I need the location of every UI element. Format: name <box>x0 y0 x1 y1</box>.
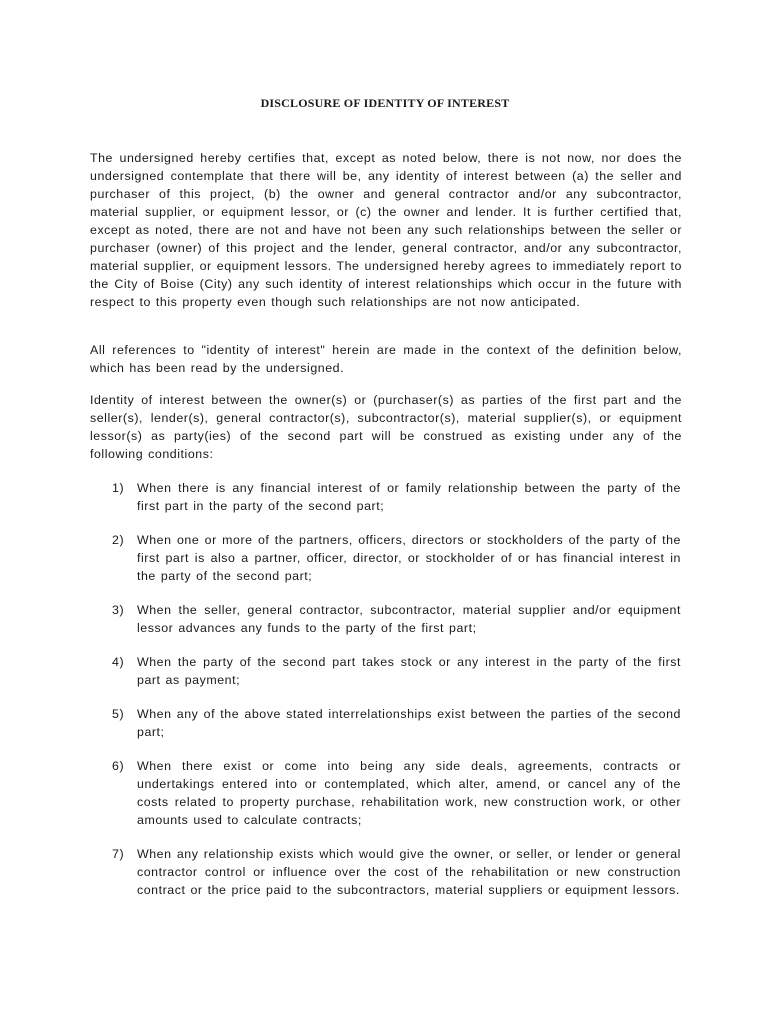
condition-text: When any relationship exists which would give the owner, or seller, or lender or general contractor control or influence over the cost of the rehabilitation or new construction contract or the price paid to the subcontractors, material suppliers or equipment lessors. <box>137 847 681 897</box>
condition-number: 1) <box>112 481 125 495</box>
certification-paragraph: The undersigned hereby certifies that, except as noted below, there is not now, nor does the undersigned contemplate that there will be, any identity of interest between (a) the seller and purchaser of this project, (b) the owner and general contractor and/or any subcontractor, material supplier, or equipment lessor, or (c) the owner and lender. It is further certified that, except as noted, there are not and have not been any such relationships between the seller or purchaser (owner) of this project and the lender, general contractor, and/or any subcontractor, material supplier, or equipment lessors. The undersigned hereby agrees to immediately report to the City of Boise (City) any such identity of interest relationships which occur in the future with respect to this property even though such relationships are not now anticipated. <box>90 151 682 309</box>
condition-number: 4) <box>112 655 125 669</box>
condition-number: 2) <box>112 533 125 547</box>
condition-text: When there exist or come into being any side deals, agreements, contracts or undertakings entered into or contemplated, which alter, amend, or cancel any of the costs related to property purchase, rehabilitation work, new construction work, or other amounts used to calculate contracts; <box>137 759 681 827</box>
condition-number: 6) <box>112 759 125 773</box>
condition-text: When any of the above stated interrelationships exist between the parties of the second part; <box>137 707 681 739</box>
condition-text: When the seller, general contractor, subcontractor, material supplier and/or equipment lessor advances any funds to the party of the first part; <box>137 603 681 635</box>
condition-number: 5) <box>112 707 125 721</box>
document-title: DISCLOSURE OF IDENTITY OF INTEREST <box>260 96 510 110</box>
references-paragraph: All references to "identity of interest" herein are made in the context of the definition below, which has been read by the undersigned. <box>90 343 682 375</box>
condition-number: 3) <box>112 603 125 617</box>
condition-number: 7) <box>112 847 125 861</box>
condition-text: When there is any financial interest of or family relationship between the party of the first part in the party of the second part; <box>137 481 681 513</box>
condition-text: When one or more of the partners, officers, directors or stockholders of the party of the first part is also a partner, officer, director, or stockholder of or has financial interest in the party of the second part; <box>137 533 681 583</box>
definition-paragraph: Identity of interest between the owner(s) or (purchaser(s) as parties of the first part and the seller(s), lender(s), general contractor(s), subcontractor(s), material supplier(s), or equipment lessor(s) as party(ies) of the second part will be construed as existing under any of the following conditions: <box>90 393 682 461</box>
condition-text: When the party of the second part takes stock or any interest in the party of the first part as payment; <box>137 655 681 687</box>
